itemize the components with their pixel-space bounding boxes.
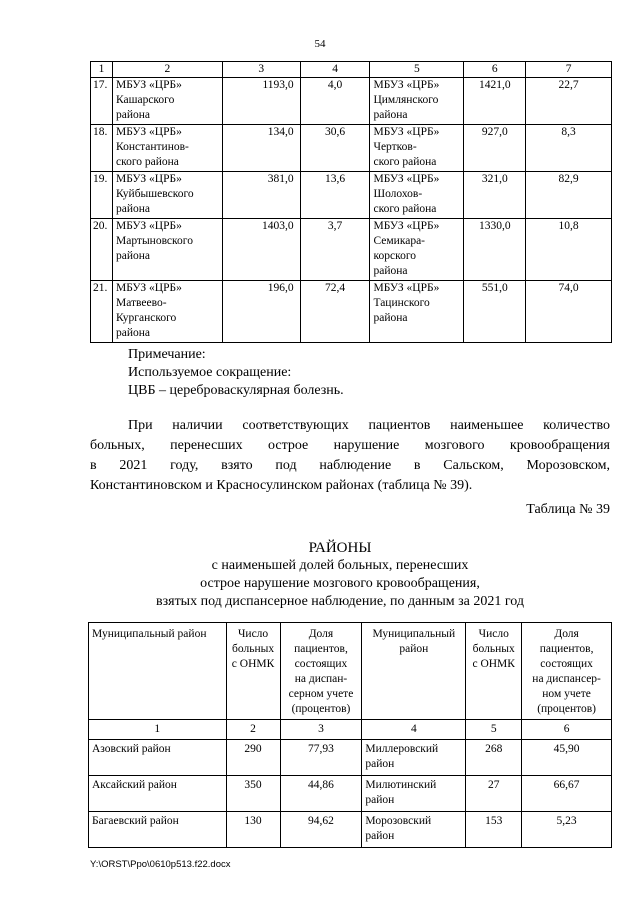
value-cell: 1421,0 xyxy=(464,78,526,125)
col-header: 6 xyxy=(464,62,526,78)
district-b: МБУЗ «ЦРБ» Шолохов- ского района xyxy=(370,172,464,219)
value-cell: 1193,0 xyxy=(222,78,300,125)
row-number: 21. xyxy=(91,281,113,343)
share-cell: 45,90 xyxy=(522,740,612,776)
value-cell: 8,3 xyxy=(526,125,612,172)
count-cell: 130 xyxy=(226,812,280,848)
table-subtitle: острое нарушение мозгового кровообращения, xyxy=(200,576,480,591)
body-paragraph: При наличии соответствующих пациентов наименьшее количество больных, перенесших острое нарушение мозгового кровообращения в 2021 году, взято под наблюдение в Сальском, Морозовском, Константиновском и Красносулинском районах (таблица № 39). xyxy=(90,418,610,493)
district-b: МБУЗ «ЦРБ» Тацинского района xyxy=(370,281,464,343)
col-header: 7 xyxy=(526,62,612,78)
table-row xyxy=(91,125,612,172)
count-cell: 153 xyxy=(466,812,522,848)
value-cell: 381,0 xyxy=(222,172,300,219)
share-cell: 94,62 xyxy=(280,812,362,848)
col-header: 2 xyxy=(112,62,222,78)
district-b: МБУЗ «ЦРБ» Семикара- корского района xyxy=(370,219,464,281)
table-row xyxy=(89,812,612,848)
district-b: МБУЗ «ЦРБ» Цимлянского района xyxy=(370,78,464,125)
col-number: 5 xyxy=(466,720,522,740)
col-header: 4 xyxy=(300,62,370,78)
note-line: ЦВБ – цереброваскулярная болезнь. xyxy=(128,383,344,398)
value-cell: 1403,0 xyxy=(222,219,300,281)
table-row xyxy=(91,281,612,343)
share-cell: 44,86 xyxy=(280,776,362,812)
district-b: МБУЗ «ЦРБ» Чертков- ского района xyxy=(370,125,464,172)
district-a: Багаевский район xyxy=(89,812,227,848)
share-cell: 66,67 xyxy=(522,776,612,812)
col-header: 5 xyxy=(370,62,464,78)
district-a: МБУЗ «ЦРБ» Куйбышевского района xyxy=(112,172,222,219)
col-header: Число больных с ОНМК xyxy=(226,623,280,720)
district-b: Морозовский район xyxy=(362,812,466,848)
col-header: 3 xyxy=(222,62,300,78)
value-cell: 4,0 xyxy=(300,78,370,125)
row-number: 19. xyxy=(91,172,113,219)
districts-table xyxy=(88,622,612,848)
col-number: 1 xyxy=(89,720,227,740)
footer-filepath: Y:\ORST\Ppo\0610p513.f22.docx xyxy=(90,859,231,870)
table-row xyxy=(89,776,612,812)
value-cell: 3,7 xyxy=(300,219,370,281)
value-cell: 82,9 xyxy=(526,172,612,219)
value-cell: 13,6 xyxy=(300,172,370,219)
district-a: МБУЗ «ЦРБ» Матвеево- Курганского района xyxy=(112,281,222,343)
table-continued xyxy=(90,61,612,343)
note-title: Примечание: xyxy=(128,347,206,362)
district-a: МБУЗ «ЦРБ» Константинов- ского района xyxy=(112,125,222,172)
table-row xyxy=(89,740,612,776)
count-cell: 268 xyxy=(466,740,522,776)
table-row xyxy=(91,172,612,219)
col-header: Муниципальный район xyxy=(362,623,466,720)
district-a: МБУЗ «ЦРБ» Мартыновского района xyxy=(112,219,222,281)
row-number: 20. xyxy=(91,219,113,281)
value-cell: 321,0 xyxy=(464,172,526,219)
value-cell: 72,4 xyxy=(300,281,370,343)
district-b: Милютинский район xyxy=(362,776,466,812)
col-header: Число больных с ОНМК xyxy=(466,623,522,720)
count-cell: 350 xyxy=(226,776,280,812)
table-header-row xyxy=(91,62,612,78)
col-number: 6 xyxy=(522,720,612,740)
page-number: 54 xyxy=(314,38,326,50)
table-row xyxy=(91,219,612,281)
col-header: Доля пациентов, состоящих на диспан- серном учете (процентов) xyxy=(280,623,362,720)
district-a: Азовский район xyxy=(89,740,227,776)
col-number-row xyxy=(89,720,612,740)
table-label: Таблица № 39 xyxy=(526,502,610,517)
col-number: 2 xyxy=(226,720,280,740)
value-cell: 134,0 xyxy=(222,125,300,172)
count-cell: 27 xyxy=(466,776,522,812)
count-cell: 290 xyxy=(226,740,280,776)
row-number: 18. xyxy=(91,125,113,172)
value-cell: 196,0 xyxy=(222,281,300,343)
district-a: МБУЗ «ЦРБ» Кашарского района xyxy=(112,78,222,125)
table-title: РАЙОНЫ xyxy=(308,540,372,556)
col-number: 4 xyxy=(362,720,466,740)
table-subtitle: взятых под диспансерное наблюдение, по данным за 2021 год xyxy=(155,594,524,609)
value-cell: 1330,0 xyxy=(464,219,526,281)
value-cell: 551,0 xyxy=(464,281,526,343)
note-line: Используемое сокращение: xyxy=(128,365,292,380)
row-number: 17. xyxy=(91,78,113,125)
col-header: 1 xyxy=(91,62,113,78)
district-a: Аксайский район xyxy=(89,776,227,812)
table-subtitle: с наименьшей долей больных, перенесших xyxy=(211,558,469,573)
col-header: Доля пациентов, состоящих на диспансер- ном учете (процентов) xyxy=(522,623,612,720)
value-cell: 10,8 xyxy=(526,219,612,281)
district-b: Миллеровский район xyxy=(362,740,466,776)
table-row xyxy=(91,78,612,125)
col-number: 3 xyxy=(280,720,362,740)
value-cell: 30,6 xyxy=(300,125,370,172)
col-header: Муниципальный район xyxy=(89,623,227,720)
value-cell: 74,0 xyxy=(526,281,612,343)
table-header-row xyxy=(89,623,612,720)
value-cell: 927,0 xyxy=(464,125,526,172)
share-cell: 77,93 xyxy=(280,740,362,776)
share-cell: 5,23 xyxy=(522,812,612,848)
value-cell: 22,7 xyxy=(526,78,612,125)
